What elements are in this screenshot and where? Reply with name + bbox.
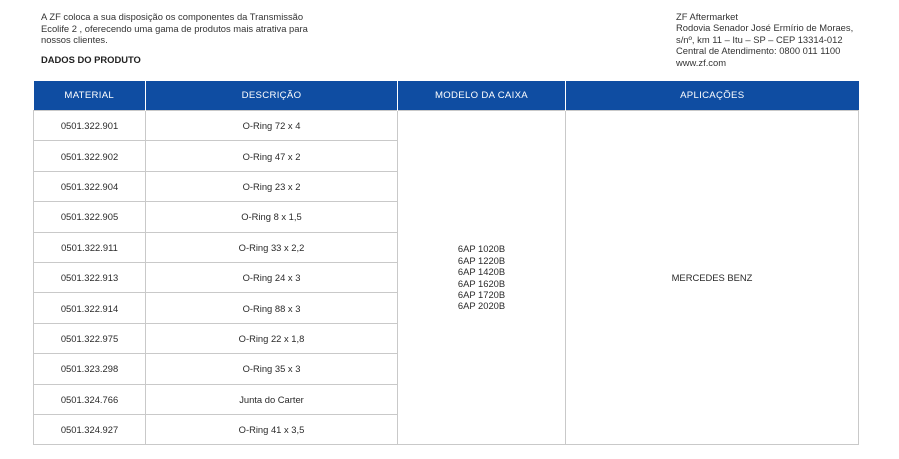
modelo-item: 6AP 2020B bbox=[457, 300, 506, 312]
modelo-item: 6AP 1420B bbox=[457, 266, 506, 278]
table-row bbox=[34, 111, 859, 141]
header-descricao: DESCRIÇÃO bbox=[146, 81, 398, 111]
cell-material: 0501.322.911 bbox=[34, 232, 146, 262]
company-name: ZF Aftermarket bbox=[676, 11, 738, 22]
intro-line: nossos clientes. bbox=[41, 34, 108, 46]
cell-descricao: O-Ring 35 x 3 bbox=[146, 354, 398, 384]
product-table bbox=[33, 81, 859, 445]
cell-descricao: O-Ring 33 x 2,2 bbox=[146, 232, 398, 262]
cell-aplicacoes: MERCEDES BENZ bbox=[566, 111, 859, 445]
cell-descricao: O-Ring 72 x 4 bbox=[146, 111, 398, 141]
cell-material: 0501.323.298 bbox=[34, 354, 146, 384]
cell-material: 0501.322.905 bbox=[34, 202, 146, 232]
cell-material: 0501.322.904 bbox=[34, 171, 146, 201]
cell-material: 0501.322.902 bbox=[34, 141, 146, 171]
modelo-item: 6AP 1020B bbox=[457, 243, 506, 255]
modelo-item: 6AP 1720B bbox=[457, 289, 506, 301]
intro-line: Ecolife 2 , oferecendo uma gama de produtos mais atrativa para bbox=[41, 22, 308, 34]
cell-material: 0501.322.975 bbox=[34, 323, 146, 353]
header-material: MATERIAL bbox=[34, 81, 146, 111]
cell-material: 0501.322.901 bbox=[34, 111, 146, 141]
intro-line: A ZF coloca a sua disposição os componentes da Transmissão bbox=[41, 11, 304, 22]
section-title: DADOS DO PRODUTO bbox=[41, 54, 141, 65]
cell-descricao: O-Ring 22 x 1,8 bbox=[146, 323, 398, 353]
company-address-line: s/nº, km 11 – Itu – SP – CEP 13314-012 bbox=[676, 33, 843, 45]
table-header-row bbox=[34, 81, 859, 111]
cell-material: 0501.322.913 bbox=[34, 262, 146, 292]
company-website: www.zf.com bbox=[676, 56, 727, 68]
modelo-item: 6AP 1220B bbox=[457, 254, 506, 266]
cell-descricao: O-Ring 24 x 3 bbox=[146, 262, 398, 292]
cell-descricao: O-Ring 41 x 3,5 bbox=[146, 414, 398, 444]
company-support-phone: Central de Atendimento: 0800 011 1100 bbox=[676, 45, 841, 57]
cell-descricao: Junta do Carter bbox=[146, 384, 398, 414]
header-modelo-da-caixa: MODELO DA CAIXA bbox=[398, 81, 566, 111]
cell-material: 0501.324.766 bbox=[34, 384, 146, 414]
cell-descricao: O-Ring 23 x 2 bbox=[146, 171, 398, 201]
cell-material: 0501.322.914 bbox=[34, 293, 146, 323]
cell-modelo-da-caixa bbox=[398, 111, 566, 445]
cell-descricao: O-Ring 88 x 3 bbox=[146, 293, 398, 323]
header-aplicacoes: APLICAÇÕES bbox=[566, 81, 859, 111]
modelo-item: 6AP 1620B bbox=[457, 277, 506, 289]
cell-descricao: O-Ring 8 x 1,5 bbox=[146, 202, 398, 232]
company-address-line: Rodovia Senador José Ermírio de Moraes, bbox=[676, 22, 854, 34]
intro-text bbox=[41, 11, 361, 46]
cell-descricao: O-Ring 47 x 2 bbox=[146, 141, 398, 171]
table-body bbox=[34, 111, 859, 445]
cell-material: 0501.324.927 bbox=[34, 414, 146, 444]
company-info bbox=[676, 11, 886, 68]
